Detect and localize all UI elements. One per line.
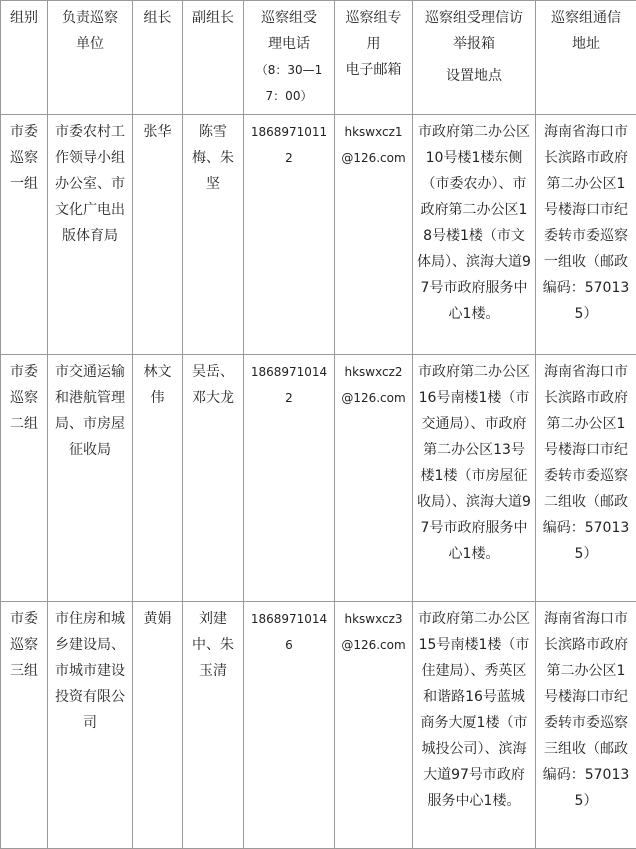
cell-unit: 市委农村工作领导小组办公室、市文化广电出版体育局 xyxy=(48,115,133,355)
header-leader: 组长 xyxy=(133,1,183,115)
header-report-box: 巡察组受理信访 举报箱 设置地点 xyxy=(413,1,536,115)
cell-report-box: 市政府第二办公区10号楼1楼东侧（市委农办）、市政府第二办公区18号楼1楼（市文体局）、滨海大道97号市政府服务中心1楼。 xyxy=(413,115,536,355)
cell-leader: 林文伟 xyxy=(133,355,183,602)
header-deputy: 副组长 xyxy=(183,1,244,115)
cell-deputy: 刘建中、朱玉清 xyxy=(183,602,244,849)
cell-mail-address: 海南省海口市长滨路市政府第二办公区1号楼海口市纪委转市委巡察二组收（邮政编码：570135） xyxy=(536,355,636,602)
cell-unit: 市交通运输和港航管理局、市房屋征收局 xyxy=(48,355,133,602)
header-phone: 巡察组受 理电话 （8：30—1 7：00） xyxy=(244,1,335,115)
table-row xyxy=(1,115,636,355)
header-mail-address: 巡察组通信 地址 xyxy=(536,1,636,115)
cell-group: 市委巡察一组 xyxy=(1,115,48,355)
cell-group: 市委巡察二组 xyxy=(1,355,48,602)
cell-email: hkswxcz3 @126.com xyxy=(335,602,413,849)
cell-deputy: 陈雪梅、朱坚 xyxy=(183,115,244,355)
cell-group: 市委巡察三组 xyxy=(1,602,48,849)
cell-phone: 1868971014 2 xyxy=(244,355,335,602)
header-group: 组别 xyxy=(1,1,48,115)
table-row xyxy=(1,602,636,849)
cell-leader: 黄娟 xyxy=(133,602,183,849)
cell-email: hkswxcz2 @126.com xyxy=(335,355,413,602)
cell-phone: 1868971014 6 xyxy=(244,602,335,849)
cell-leader: 张华 xyxy=(133,115,183,355)
cell-deputy: 吴岳、邓大龙 xyxy=(183,355,244,602)
header-unit: 负责巡察 单位 xyxy=(48,1,133,115)
cell-report-box: 市政府第二办公区15号南楼1楼（市住建局）、秀英区和谐路16号蓝城商务大厦1楼（市城投公司）、滨海大道97号市政府服务中心1楼。 xyxy=(413,602,536,849)
cell-unit: 市住房和城乡建设局、市城市建设投资有限公司 xyxy=(48,602,133,849)
cell-email: hkswxcz1 @126.com xyxy=(335,115,413,355)
cell-phone: 1868971011 2 xyxy=(244,115,335,355)
cell-report-box: 市政府第二办公区16号南楼1楼（市交通局）、市政府第二办公区13号楼1楼（市房屋征收局）、滨海大道97号市政府服务中心1楼。 xyxy=(413,355,536,602)
table-row xyxy=(1,355,636,602)
header-email: 巡察组专 用 电子邮箱 xyxy=(335,1,413,115)
cell-mail-address: 海南省海口市长滨路市政府第二办公区1号楼海口市纪委转市委巡察一组收（邮政编码：570135） xyxy=(536,115,636,355)
cell-mail-address: 海南省海口市长滨路市政府第二办公区1号楼海口市纪委转市委巡察三组收（邮政编码：570135） xyxy=(536,602,636,849)
table-header-row xyxy=(1,1,636,115)
